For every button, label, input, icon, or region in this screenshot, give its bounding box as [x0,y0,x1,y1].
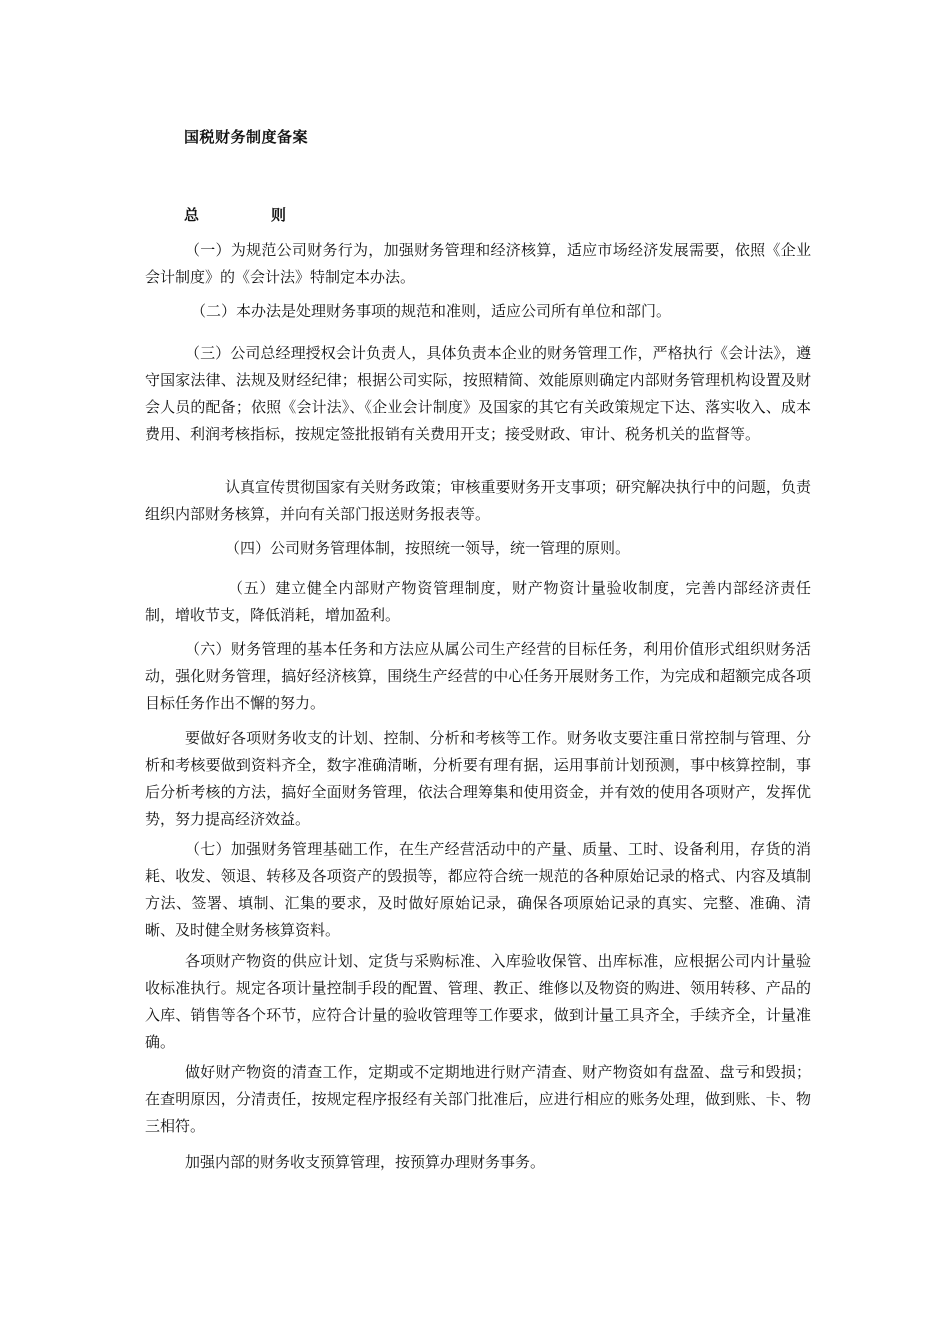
paragraph-2: （二）本办法是处理财务事项的规范和准则，适应公司所有单位和部门。 [191,302,672,320]
paragraph-8: 要做好各项财务收支的计划、控制、分析和考核等工作。财务收支要注重日常控制与管理、分析和考核要做到资料齐全，数字准确清晰，分析要有理有据，运用事前计划预测，事中核算控制，事后分析考核的方法，搞好全面财务管理，依法合理筹集和使用资金，并有效的使用各项财产，发挥优势，努力提高经济效益。 [145,729,811,828]
paragraph-9: （七）加强财务管理基础工作，在生产经营活动中的产量、质量、工时、设备利用，存货的消耗、收发、领退、转移及各项资产的毁损等，都应符合统一规范的各种原始记录的格式、内容及填制方法、签署、填制、汇集的要求，及时做好原始记录，确保各项原始记录的真实、完整、准确、清晰、及时健全财务核算资料。 [145,840,811,939]
section-heading-left: 总 [184,206,200,224]
paragraph-5: （四）公司财务管理体制，按照统一领导，统一管理的原则。 [225,539,631,557]
section-heading [184,204,286,225]
paragraph-7: （六）财务管理的基本任务和方法应从属公司生产经营的目标任务，利用价值形式组织财务活动，强化财务管理，搞好经济核算，围绕生产经营的中心任务开展财务工作，为完成和超额完成各项目标任务作出不懈的努力。 [145,640,811,712]
paragraph-11: 做好财产物资的清查工作，定期或不定期地进行财产清查、财产物资如有盘盈、盘亏和毁损；在查明原因，分清责任，按规定程序报经有关部门批准后，应进行相应的账务处理，做到账、卡、物三相符。 [145,1063,811,1135]
document-title: 国税财务制度备案 [184,128,309,146]
paragraph-6: （五）建立健全内部财产物资管理制度，财产物资计量验收制度，完善内部经济责任制，增收节支，降低消耗，增加盈利。 [145,579,811,624]
paragraph-3: （三）公司总经理授权会计负责人，具体负责本企业的财务管理工作，严格执行《会计法》，遵守国家法律、法规及财经纪律；根据公司实际，按照精简、效能原则确定内部财务管理机构设置及财会人员的配备；依照《会计法》、《企业会计制度》及国家的其它有关政策规定下达、落实收入、成本费用、利润考核指标，按规定签批报销有关费用开支；接受财政、审计、税务机关的监督等。 [145,344,811,443]
paragraph-4: 认真宣传贯彻国家有关财务政策；审核重要财务开支事项；研究解决执行中的问题，负责组织内部财务核算，并向有关部门报送财务报表等。 [145,478,811,523]
paragraph-1: （一）为规范公司财务行为，加强财务管理和经济核算，适应市场经济发展需要，依照《企业会计制度》的《会计法》特制定本办法。 [145,241,811,286]
section-heading-right: 则 [271,206,287,224]
paragraph-10: 各项财产物资的供应计划、定货与采购标准、入库验收保管、出库标准，应根据公司内计量验收标准执行。规定各项计量控制手段的配置、管理、教正、维修以及物资的购进、领用转移、产品的入库、销售等各个环节，应符合计量的验收管理等工作要求，做到计量工具齐全，手续齐全，计量准确。 [145,952,811,1051]
paragraph-12: 加强内部的财务收支预算管理，按预算办理财务事务。 [185,1153,546,1171]
